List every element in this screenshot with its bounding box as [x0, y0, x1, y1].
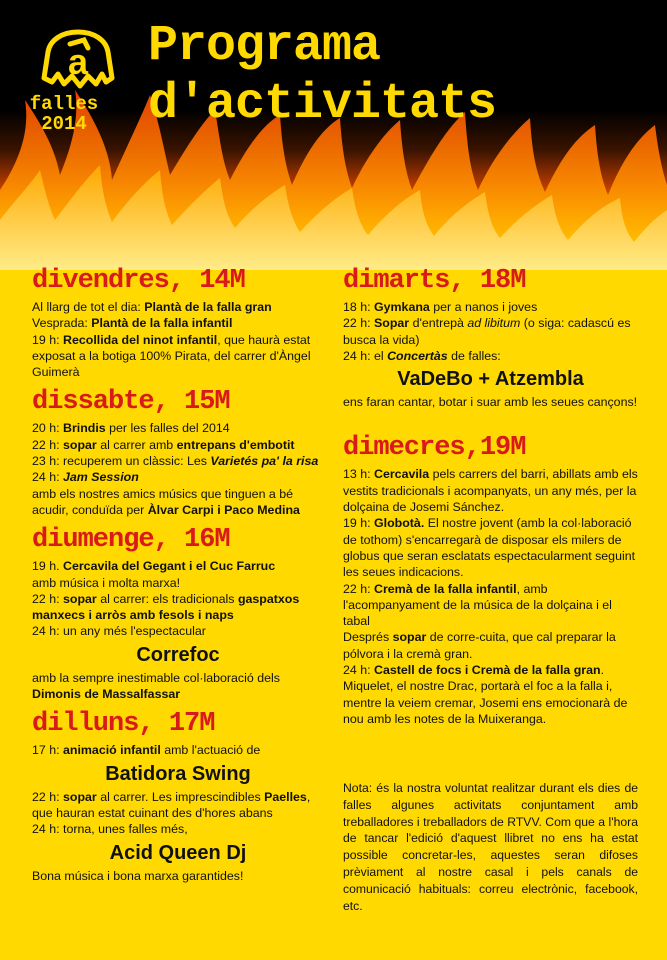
event-line — [343, 348, 638, 364]
event-text: al carrer amb — [96, 437, 177, 452]
event-line — [343, 581, 638, 630]
event-line — [343, 629, 638, 662]
event-text: al carrer: els tradicionals — [96, 591, 238, 606]
event-highlight: Cremà de la falla infantil — [374, 581, 517, 596]
event-line — [32, 437, 324, 453]
event-highlight: Recollida del ninot infantil — [63, 332, 218, 347]
title-line-2: d'activitats — [148, 76, 497, 133]
event-highlight: Jam Session — [63, 470, 139, 485]
event-line — [343, 299, 638, 315]
event-highlight: Paelles — [264, 789, 307, 804]
day-title-dimecres: dimecres,19M — [343, 433, 526, 464]
act-name-batidora-swing: Batidora Swing — [105, 762, 251, 785]
event-line — [343, 315, 638, 348]
event-text: de falles: — [447, 348, 501, 363]
event-text: amb els nostres amics músics que tinguen a bé acudir, conduïda per — [32, 486, 294, 517]
event-highlight: sopar — [63, 437, 97, 452]
day-title-divendres: divendres, 14M — [32, 266, 245, 296]
event-line: Dimonis de Massalfassar — [32, 687, 181, 702]
event-line — [32, 591, 324, 624]
event-text: pels carrers del barri, abillats amb els vestits tradicionals i acompanyats, un any més, per la dolçaina de Josemi Sánchez. — [343, 467, 638, 515]
event-highlight: Castell de focs i Cremà de la falla gran — [374, 663, 601, 678]
event-highlight: Gymkana — [374, 300, 430, 314]
event-highlight: sopar — [392, 630, 427, 645]
event-line: Bona música i bona marxa garantides! — [32, 868, 244, 883]
page-title — [148, 18, 496, 134]
day-title-diumenge: diumenge, 16M — [32, 525, 230, 556]
event-text: 24 h: — [32, 470, 64, 485]
event-text: (o siga: cadascú es busca la vida) — [343, 316, 631, 347]
event-highlight: Concertàs — [387, 348, 448, 363]
event-text: 19 h. — [32, 559, 64, 574]
event-text: Al llarg de tot el dia: — [32, 300, 145, 314]
event-line — [343, 662, 638, 727]
event-highlight: Globotà. — [374, 516, 425, 531]
event-text: , amb l'acompanyament de la música de la dolçaina i el tabal — [343, 581, 612, 629]
event-line — [32, 558, 324, 574]
event-highlight: Sopar — [374, 316, 410, 331]
event-highlight: sopar — [63, 591, 97, 606]
logo-caption-falles: falles — [29, 93, 99, 115]
event-text: 22 h: — [32, 591, 64, 606]
event-line — [32, 575, 324, 591]
event-text: El nostre jovent (amb la col·laboració de tothom) s'encarregarà de disposar els milers de globus que seran esclatats espectacularment seguint les seues indicacions. — [343, 516, 636, 580]
event-highlight: Cercavila — [374, 467, 430, 482]
event-text: . Miquelet, el nostre Drac, portarà el foc a la falla i, mentre la veiem cremar, Josemi ens emocionarà de nou amb les notes de la Muixeranga. — [343, 663, 628, 726]
svg-text:a: a — [67, 41, 89, 82]
event-text: , que haurà estat exposat a la botiga 100% Pirata, del carrer d'Àngel Guimerà — [32, 332, 311, 380]
event-text: 23 h: recuperem un clàssic: Les — [32, 454, 211, 469]
event-text: 22 h: — [32, 789, 64, 804]
nota-paragraph: Nota: és la nostra voluntat realitzar durant els dies de falles algunes activitats conjuntament amb treballadores i treballadors de RTVV. Com que a l'hora de tancar l'edició d'aquest llibret no ens ha estat possible concretar-les, aquestes seran difoses prèviament al nostre casal i pels canals de comunicació habituals: correu electrònic, facebook, etc. — [343, 781, 638, 913]
event-line — [343, 515, 638, 580]
event-text: per les falles del 2014 — [105, 421, 230, 436]
logo-caption-year: 2014 — [41, 113, 87, 135]
event-text: de corre-cuita, que cal preparar la pólvora i la cremà gran. — [343, 630, 616, 661]
event-highlight: ad libitum — [467, 316, 521, 331]
day-title-dimarts: dimarts, 18M — [343, 266, 526, 296]
event-text: , que hauran estat cuinant des d'hores abans — [32, 789, 311, 820]
event-text: 19 h: — [32, 332, 64, 347]
title-line-1: Programa — [148, 18, 381, 75]
event-line — [32, 789, 324, 822]
event-highlight: Cercavila del Gegant i el Cuc Farruc — [63, 559, 276, 574]
event-text: 22 h: — [32, 437, 64, 452]
event-highlight: Varietés pa' la risa — [210, 454, 319, 469]
act-name-acid-queen: Acid Queen Dj — [109, 841, 247, 864]
event-line: 24 h: torna, unes falles més, — [32, 822, 188, 837]
act-name-correfoc: Correfoc — [136, 643, 220, 666]
event-text: 22 h: — [343, 581, 375, 596]
event-highlight: animació infantil — [63, 743, 161, 758]
event-highlight: sopar — [63, 789, 97, 804]
event-text: Després — [343, 630, 393, 645]
event-text: al carrer. Les imprescindibles — [96, 789, 265, 804]
event-line: ens faran cantar, botar i suar amb les seues cançons! — [343, 395, 638, 410]
event-line — [32, 332, 324, 381]
event-text: amb l'actuació de — [160, 743, 261, 758]
event-line — [343, 466, 638, 515]
left-column — [32, 265, 324, 884]
logo-caption — [24, 94, 104, 134]
event-line — [32, 742, 324, 758]
event-line — [32, 469, 324, 485]
event-highlight: gaspatxos manxecs i arròs amb fesols i naps — [32, 591, 300, 623]
event-line — [32, 420, 324, 436]
event-text: 13 h: — [343, 467, 375, 482]
day-title-dissabte: dissabte, 15M — [32, 387, 230, 418]
event-text: per a nanos i joves — [429, 300, 538, 314]
event-text: Vesprada: — [32, 316, 92, 331]
act-name-vadebo-atzembla: VaDeBo + Atzembla — [397, 368, 584, 391]
event-text: d'entrepà — [409, 316, 468, 331]
event-text: 19 h: — [343, 516, 375, 531]
event-text: 18 h: — [343, 300, 375, 314]
event-line: 24 h: un any més l'espectacular — [32, 624, 206, 639]
event-line: amb la sempre inestimable col·laboració dels — [32, 670, 280, 685]
event-line — [32, 486, 324, 519]
event-line — [32, 453, 324, 469]
event-text: 24 h: — [343, 663, 375, 678]
event-text: 17 h: — [32, 743, 64, 758]
event-line — [32, 299, 324, 315]
event-text: 22 h: — [343, 316, 375, 331]
event-line — [32, 315, 324, 331]
event-highlight: Brindis — [63, 421, 106, 436]
event-highlight: Plantà de la falla gran — [144, 300, 272, 314]
event-text: 20 h: — [32, 421, 64, 436]
event-highlight: entrepans d'embotit — [176, 437, 295, 452]
right-column — [343, 265, 638, 727]
event-text: amb música i molta marxa! — [32, 575, 181, 590]
day-title-dilluns: dilluns, 17M — [32, 709, 215, 740]
event-highlight: Plantà de la falla infantil — [91, 316, 233, 331]
event-highlight: Àlvar Carpi i Paco Medina — [147, 502, 300, 517]
event-text: 24 h: el — [343, 348, 388, 363]
